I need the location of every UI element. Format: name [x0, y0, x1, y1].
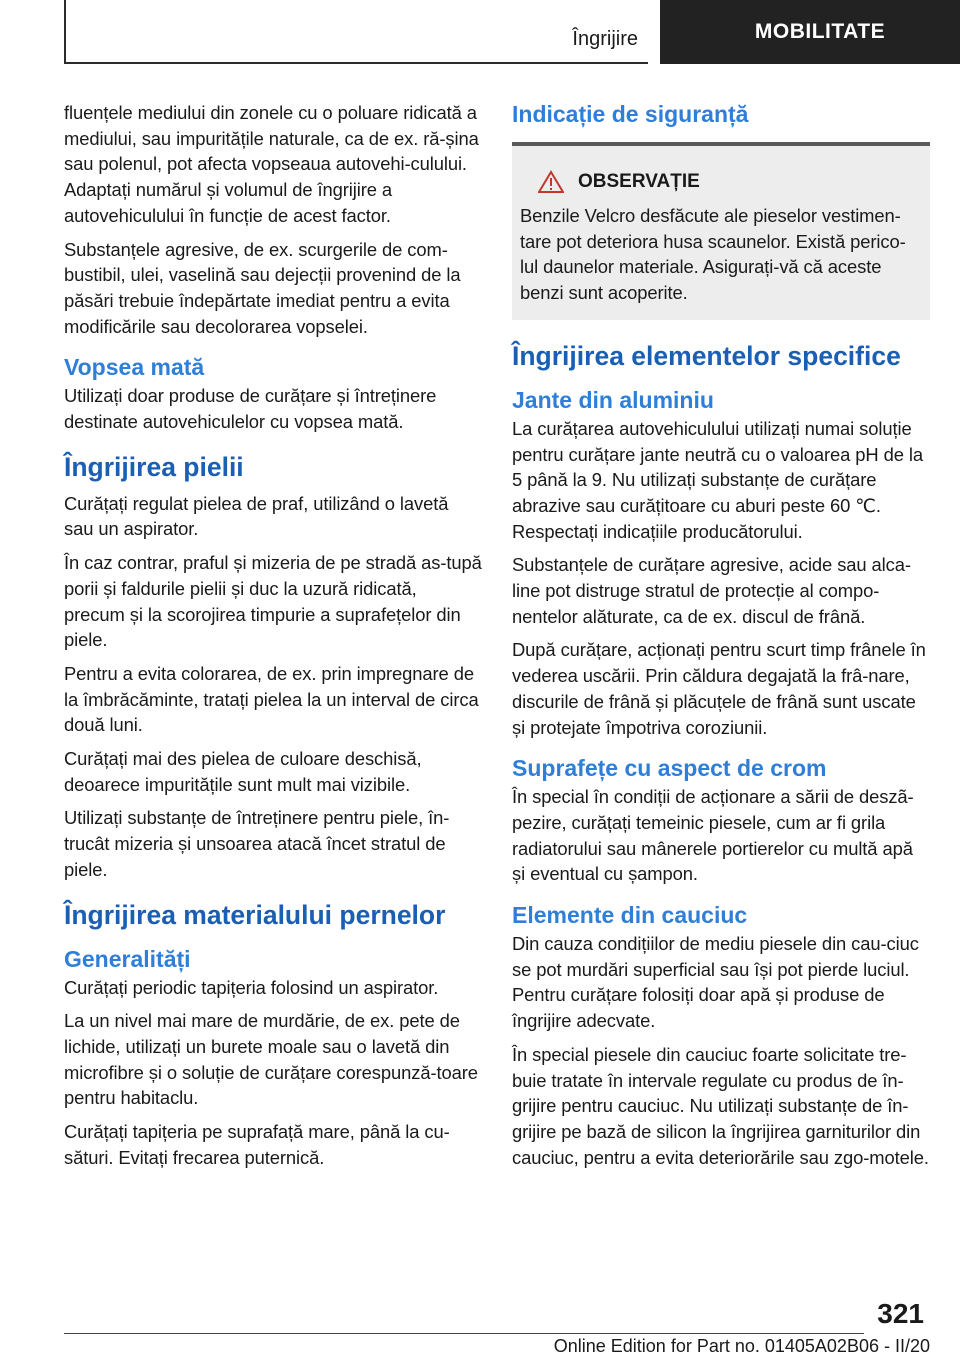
- leather-paragraph-4: Curățați mai des pielea de culoare deschisă, deoarece impuritățile sunt mult mai vizibile.: [64, 748, 422, 795]
- notice-label: OBSERVAȚIE: [578, 170, 700, 192]
- section-heading-upholstery: Îngrijirea materialului pernelor: [64, 899, 446, 930]
- warning-icon: [538, 170, 564, 193]
- header-section-title: Îngrijire: [572, 28, 638, 50]
- footer-divider: [64, 1333, 864, 1334]
- section-heading-safety: Indicație de siguranță: [512, 101, 749, 127]
- rims-paragraph-1: La curățarea autovehiculului utilizați numai soluție pentru curățare jante neutră cu o valoarea pH de la 5 până la 9. Nu utilizați substanțe de curățare abrazive sau curățitoare cu aburi peste 60 ℃. Respectați indicațiile producătorului.: [512, 417, 923, 542]
- section-heading-specific: Îngrijirea elementelor specifice: [512, 340, 901, 371]
- header-chapter-tab: MOBILITATE: [660, 0, 960, 64]
- chrome-paragraph: În special în condiții de acționare a sării de deszã-pezire, curățați temeinic piesele, cum ar fi grila radiatorului sau mânerele portierelor cu multă apă și eventual cu șampon.: [512, 786, 914, 885]
- rims-paragraph-3: După curățare, acționați pentru scurt timp frânele în vederea uscării. Prin căldura degajată la frâ-nare, discurile de frână și plăcuțele de frână sunt uscate și protejate împotriva coroziunii.: [512, 639, 926, 738]
- edition-footer: Online Edition for Part no. 01405A02B06 - II/20: [553, 1336, 930, 1356]
- left-column: [64, 100, 482, 1179]
- notice-header: [538, 170, 922, 193]
- page-number: 321: [877, 1298, 924, 1329]
- rims-paragraph-2: Substanțele de curățare agresive, acide sau alca-line pot distruge stratul de protecție al compo-nentelor alăturate, ca de ex. discul de frână.: [512, 554, 911, 627]
- leather-paragraph-5: Utilizați substanțe de întreținere pentru piele, în-trucât mizeria și unsoarea atacă încet stratul de piele.: [64, 807, 450, 880]
- general-paragraph-2: La un nivel mai mare de murdărie, de ex. pete de lichide, utilizați un burete moale sau o lavetă din microfibre și o soluție de curățare corespunză-toare pentru habitaclu.: [64, 1010, 478, 1109]
- leather-paragraph-2: În caz contrar, praful și mizeria de pe stradă as-tupă porii și faldurile pielii și duc la uzură ridicată, precum și la scorojirea timpurie a suprafețelor din piele.: [64, 552, 482, 651]
- subsection-heading-rubber: Elemente din cauciuc: [512, 902, 748, 929]
- matte-paragraph: Utilizați doar produse de curățare și întreținere destinate autovehiculelor cu vopsea mată.: [64, 385, 437, 433]
- intro-paragraph-1: fluențele mediului din zonele cu o poluare ridicată a mediului, sau impuritățile naturale, ca de ex. ră-șina sau polenul, pot afecta vopseaua autovehi-culului. Adaptați numărul și volumul de îngrijire a autovehiculului în funcție de acest factor.: [64, 102, 479, 226]
- subsection-heading-rims: Jante din aluminiu: [512, 386, 714, 413]
- rubber-paragraph-2: În special piesele din cauciuc foarte solicitate tre-buie tratate în intervale regulate cu produs de în-grijire pentru cauciuc. Nu utilizați substanțe de în-grijire pe bază de silicon la îngrijirea garniturilor din cauciuc, pentru a evita deteriorările sau zgo-motele.: [512, 1043, 929, 1168]
- leather-paragraph-1: Curățați regulat pielea de praf, utilizând o lavetă sau un aspirator.: [64, 492, 449, 540]
- rubber-paragraph-1: Din cauza condițiilor de mediu piesele din cau-ciuc se pot murdări superficial sau își pot pierde luciul. Pentru curățare folosiți doar apă și produse de îngrijire adecvate.: [512, 933, 919, 1032]
- header-frame: [64, 0, 648, 64]
- subsection-heading-chrome: Suprafețe cu aspect de crom: [512, 755, 827, 782]
- section-heading-matte: Vopsea mată: [64, 354, 205, 381]
- subsection-heading-general: Generalități: [64, 945, 191, 972]
- notice-box: [512, 142, 930, 320]
- section-heading-leather: Îngrijirea pielii: [64, 451, 244, 482]
- general-paragraph-1: Curățați periodic tapițeria folosind un aspirator.: [64, 976, 439, 998]
- intro-paragraph-2: Substanțele agresive, de ex. scurgerile de com-bustibil, ulei, vaselină sau dejecții provenind de la păsări trebuie îndepărtate imediat pentru a evita modificările sau decolorarea vopselei.: [64, 238, 461, 337]
- right-column: [512, 100, 930, 1178]
- leather-paragraph-3: Pentru a evita colorarea, de ex. prin impregnare de la îmbrăcăminte, tratați pielea la un interval de circa două luni.: [64, 662, 479, 736]
- general-paragraph-3: Curățați tapițeria pe suprafață mare, până la cu-sături. Evitați frecarea puternică.: [64, 1121, 450, 1168]
- notice-text: Benzile Velcro desfăcute ale pieselor vestimen-tare pot deteriora husa scaunelor. Există perico-lul daunelor materiale. Asigurați-vă că aceste benzi sunt acoperite.: [520, 205, 906, 304]
